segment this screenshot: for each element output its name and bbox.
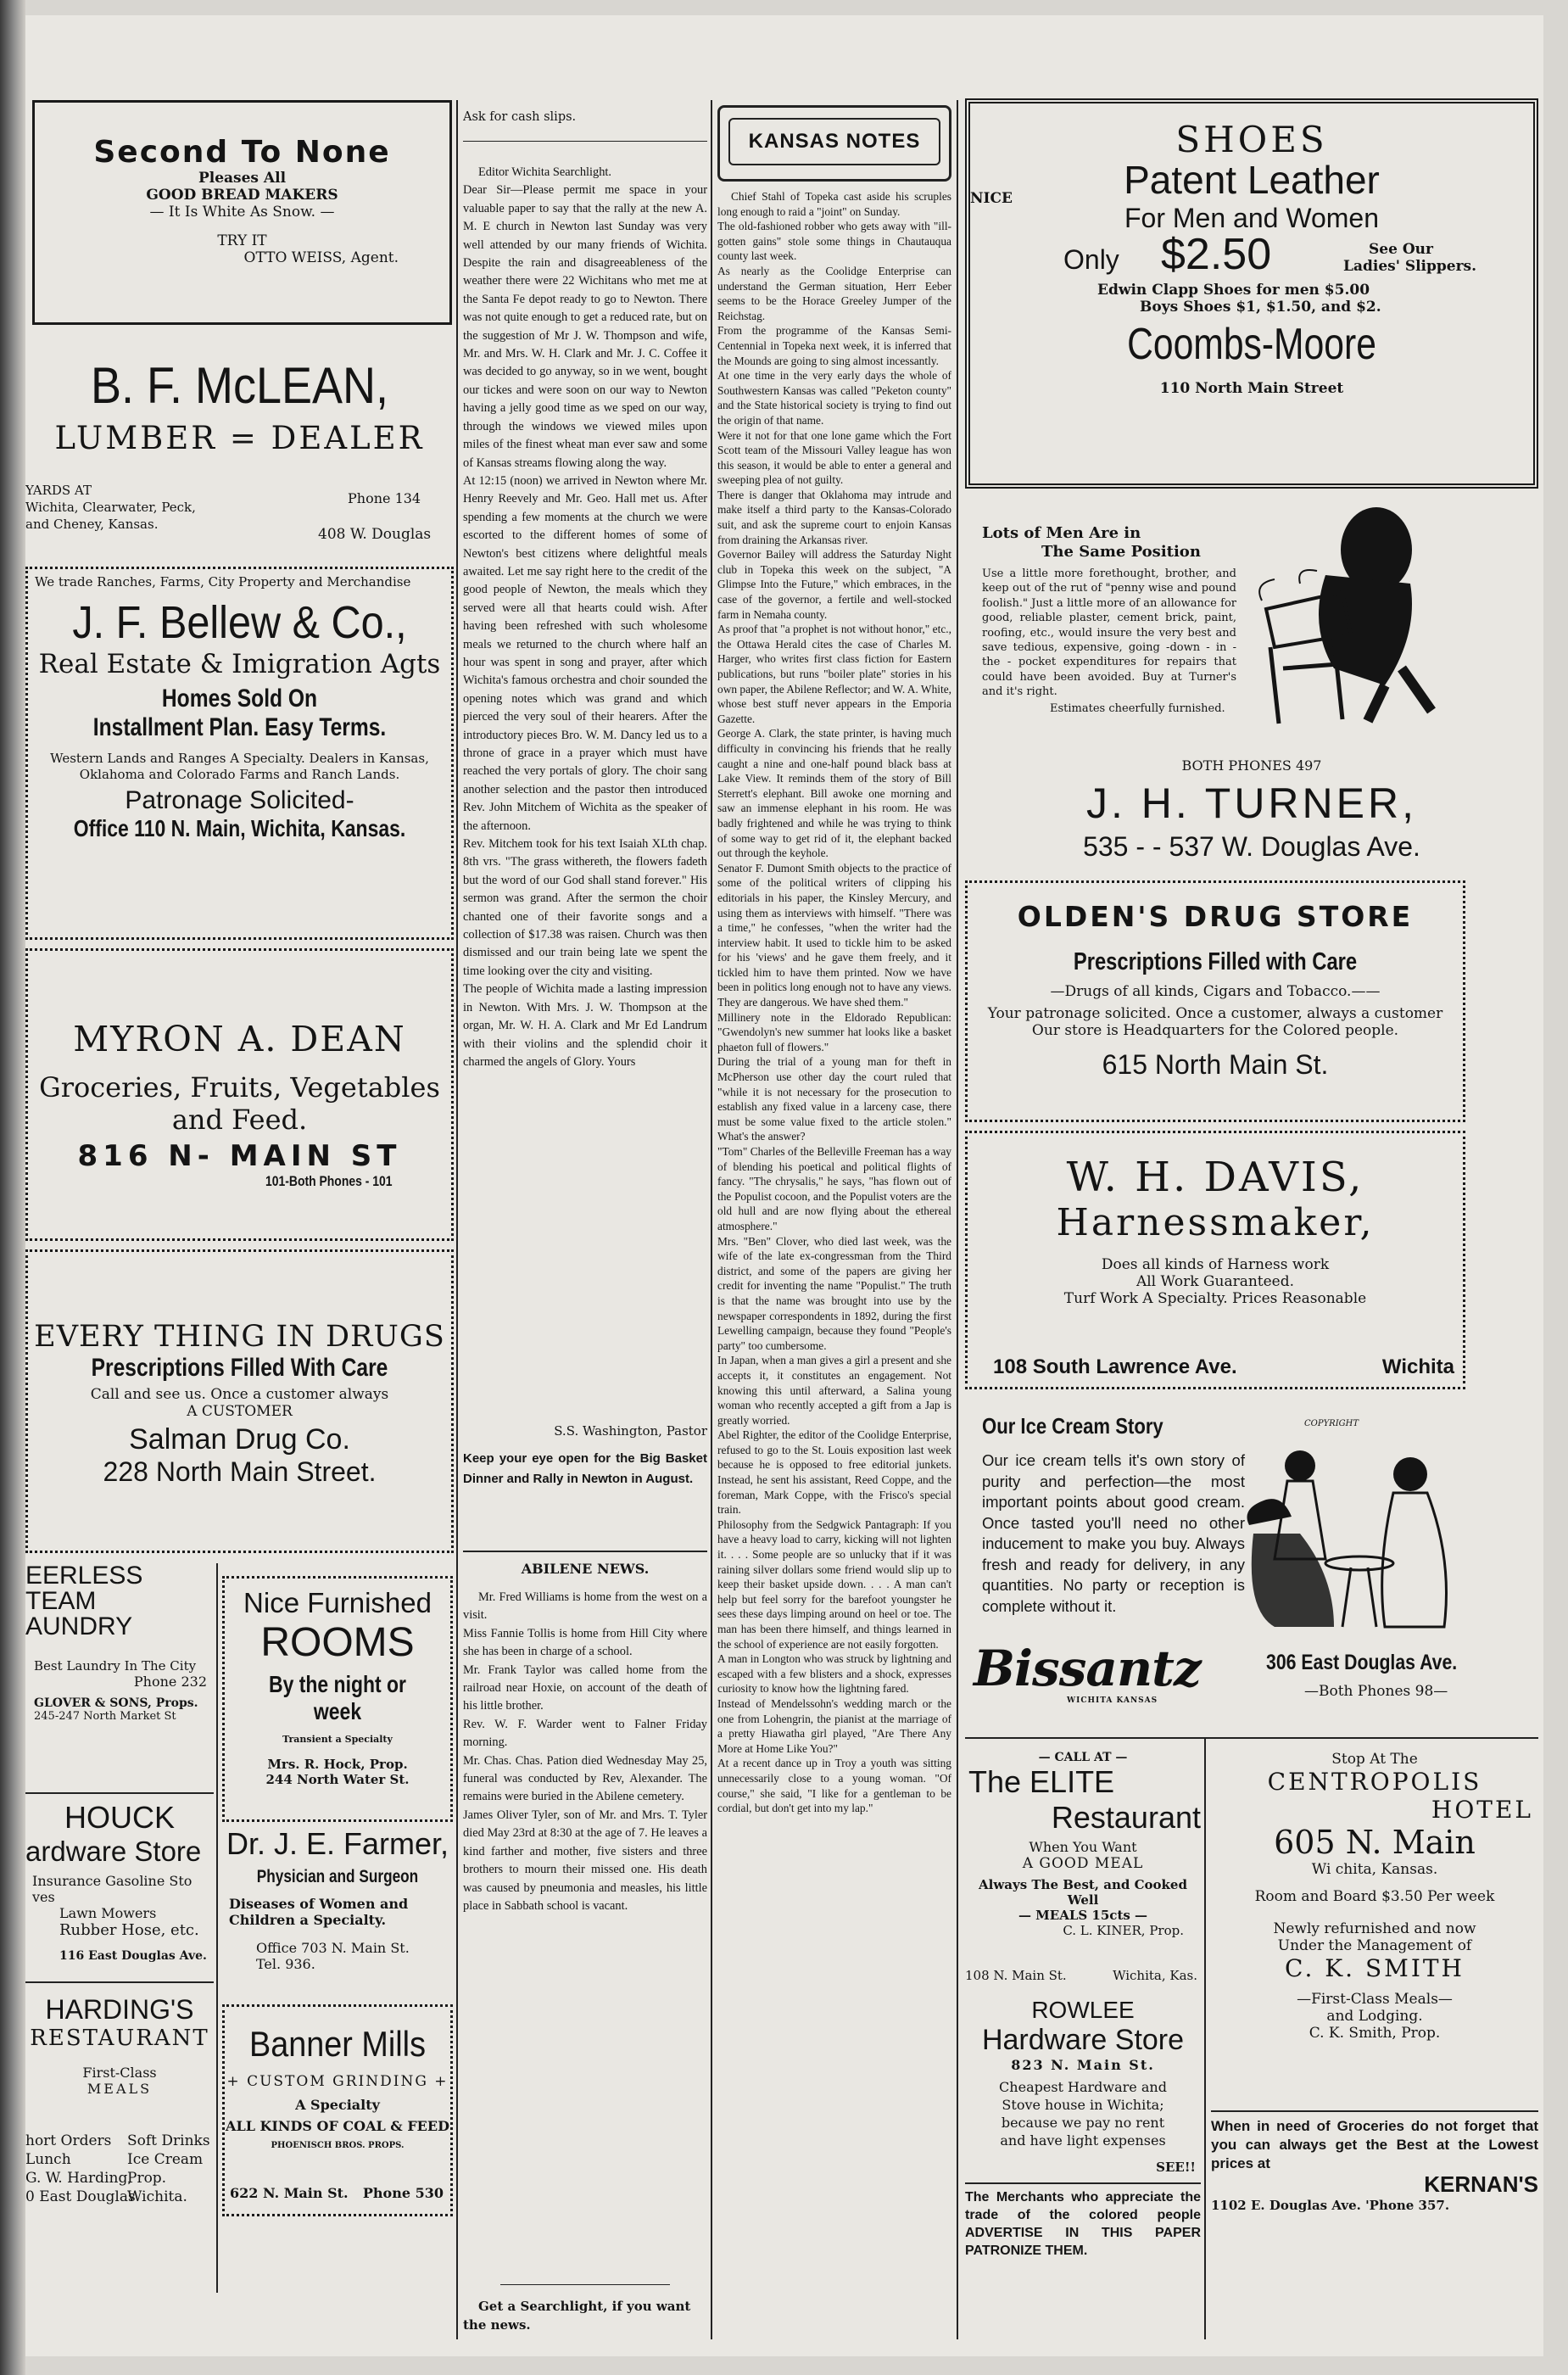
rooms-l6: 244 North Water St. (265, 1772, 410, 1787)
davis-name: W. H. DAVIS, (1066, 1154, 1364, 1201)
harding-l3: First-Class (82, 2065, 157, 2081)
centro-l9: —First-Class Meals— (1297, 1991, 1453, 2008)
bellew-homes: Homes Sold On (161, 685, 318, 712)
ad-line: GOOD BREAD MAKERS (146, 187, 338, 204)
shoes-patent: Patent Leather (1124, 158, 1380, 202)
shoes-see2: Ladies' Slippers. (1343, 258, 1477, 275)
rowlee-body: Cheapest Hardware and Stove house in Wichita; because we pay no rent and have light expenses (999, 2079, 1167, 2149)
davis-l1: Does all kinds of Harness work (1101, 1256, 1330, 1273)
laundry-ad (25, 1563, 214, 1792)
olden-l1: —Drugs of all kinds, Cigars and Tobacco.—— (1050, 983, 1381, 1000)
shoes-price: $2.50 (1161, 230, 1272, 279)
mclean-trade: LUMBER = DEALER (54, 420, 425, 456)
mclean-ad (25, 331, 454, 560)
bellew-ad (25, 567, 454, 940)
divider (500, 2284, 670, 2285)
mclean-name: B. F. McLEAN, (90, 357, 389, 414)
icecream-phones: —Both Phones 98— (1304, 1683, 1448, 1700)
turner-body: Use a little more forethought, brother, and keep out of the rut of "penny wise and pound foolish." Just a little more of an allowance for good, reliable plaster, cement brick, paint, roofing, etc., would insure the very best and save tedious, expensive, going -down - in - the - pocket expenditures for repairs that could have been avoided. Buy at Turner's and it's right. (982, 567, 1236, 699)
centro-l11: C. K. Smith, Prop. (1309, 2025, 1441, 2042)
rowlee-l3: 823 N. Main St. (1011, 2057, 1155, 2073)
houck-l3: Insurance Gasoline Sto ves (32, 1873, 193, 1905)
farmer-ad (222, 1826, 453, 1996)
banner-l1: + CUSTOM GRINDING + (226, 2073, 449, 2090)
ad-line: Pleases All (198, 170, 287, 187)
banner-l2: A Specialty (295, 2097, 380, 2113)
kernan-address: 1102 E. Douglas Ave. 'Phone 357. (1211, 2198, 1450, 2213)
turner-estimates: Estimates cheerfully furnished. (1050, 702, 1225, 715)
bellew-name: J. F. Bellew & Co., (72, 597, 407, 648)
turner-name: J. H. TURNER, (1086, 780, 1417, 827)
farmer-name: Dr. J. E. Farmer, (226, 1826, 449, 1861)
icecream-body: Our ice cream tells it's own story of purity and perfection—the most important points about good cream. Once tasted you'll need no other inducement to make you buy. Always fresh and ready for delivery, in any quantities. No party or reception is complete without it. (982, 1451, 1245, 1615)
elite-l6: — MEALS 15cts — (1018, 1908, 1148, 1923)
elite-restaurant-ad (965, 1746, 1201, 1992)
harding-ad (25, 1987, 214, 2233)
icecream-title: Our Ice Cream Story (982, 1413, 1163, 1439)
salman-l2: A CUSTOMER (187, 1403, 293, 1420)
column-rule (711, 100, 712, 2339)
bellew-plan: Installment Plan. Easy Terms. (92, 713, 387, 741)
icecream-copyright: COPYRIGHT (1304, 1419, 1359, 1428)
centro-l6: Newly refurnished and now (1273, 1920, 1476, 1937)
mclean-address: 408 W. Douglas (318, 526, 432, 543)
harding-l1: HARDING'S (45, 1994, 194, 2025)
mclean-yards: YARDS AT Wichita, Clearwater, Peck, and Cheney, Kansas. (25, 483, 196, 532)
davis-l3: Turf Work A Specialty. Prices Reasonable (1063, 1290, 1367, 1307)
farmer-tel: Tel. 936. (256, 1956, 315, 1972)
banner-l4: PHOENISCH BROS. PROPS. (271, 2141, 405, 2150)
rooms-l3: By the night or week (268, 1671, 406, 1724)
divider (25, 1792, 214, 1794)
bellew-office: Office 110 N. Main, Wichita, Kansas. (73, 815, 406, 841)
centro-stop: Stop At The (1331, 1751, 1418, 1768)
man-in-rut-illustration (1249, 499, 1453, 728)
farmer-l1: Diseases of Women and (229, 1896, 409, 1912)
houck-l2: ardware Store (25, 1836, 202, 1867)
rooms-l5: Mrs. R. Hock, Prop. (267, 1757, 408, 1772)
rooms-l4: Transient a Specialty (282, 1734, 393, 1745)
ad-line: — It Is White As Snow. — (149, 204, 335, 221)
turner-h1: Lots of Men Are in (982, 524, 1141, 542)
ice-cream-ad (965, 1398, 1538, 1733)
laundry-l2: TEAM (25, 1587, 97, 1615)
cash-slips-note: Ask for cash slips. (463, 110, 577, 124)
ad-agent: OTTO WEISS, Agent. (243, 249, 399, 266)
dean-l1: Groceries, Fruits, Vegetables (39, 1071, 440, 1104)
salman-headline: EVERY THING IN DRUGS (34, 1320, 445, 1354)
elite-l1: The ELITE (968, 1764, 1115, 1799)
shoes-title: SHOES (1175, 119, 1328, 160)
kansas-notes-header (717, 105, 951, 182)
divider (25, 1981, 214, 1983)
salman-address: 228 North Main Street. (103, 1456, 377, 1487)
centro-l5: Room and Board $3.50 Per week (1254, 1888, 1495, 1905)
farmer-title: Physician and Surgeon (256, 1867, 419, 1886)
kernan-grocery-ad (1211, 2117, 1538, 2261)
centropolis-hotel-ad (1211, 1746, 1538, 2085)
letter-signature: S.S. Washington, Pastor (554, 1423, 707, 1439)
davis-address: 108 South Lawrence Ave. (993, 1355, 1237, 1378)
centro-l3: 605 N. Main (1274, 1824, 1476, 1861)
houck-l5: Rubber Hose, etc. (59, 1921, 199, 1939)
ice-cream-illustration (1241, 1415, 1461, 1635)
laundry-best: Best Laundry In The City (34, 1658, 197, 1674)
turner-address: 535 - - 537 W. Douglas Ave. (1083, 831, 1420, 862)
banner-phone: Phone 530 (362, 2185, 444, 2201)
banner-address: 622 N. Main St. (230, 2185, 349, 2201)
houck-l4: Lawn Mowers (59, 1905, 157, 1921)
column-rule (957, 100, 958, 2339)
elite-l5: Always The Best, and Cooked Well (979, 1877, 1187, 1908)
harding-right: Soft Drinks Ice Cream Prop. Wichita. (127, 2132, 210, 2205)
divider (965, 1737, 1538, 1739)
houck-l1: HOUCK (64, 1800, 175, 1835)
rooms-l1: Nice Furnished (243, 1587, 432, 1618)
kansas-notes-title: KANSAS NOTES (748, 130, 921, 153)
shoes-see1: See Our (1369, 241, 1433, 258)
abilene-news: Mr. Fred Williams is home from the west on a visit. Miss Fannie Tollis is home from Hill City where she has been in charge of a school. Mr. Frank Taylor was called home from the railroad near Hoxie, on account of the death of his little brother. Rev. W. F. Warder went to Falner Friday morning. Mr. Chas. Chas. Pation died Wednesday May 25, funeral was conducted by Rev, Alexander. The remains were buried in the Abilene cemetery. James Oliver Tyler, son of Mr. and Mrs. T. Tyler died May 23rd at 8:30 at the age of 7. He leaves a kind farther and mother, five sisters and three brothers to mourn their missed one. His death was caused by pneumonia and measles, his little place in Sabbath school is vacant. (463, 1590, 707, 1913)
ad-title: Second To None (93, 135, 391, 170)
harding-l4: MEALS (86, 2081, 153, 2097)
turner-h2: The Same Position (1041, 543, 1201, 561)
laundry-l1: EERLESS (25, 1563, 143, 1590)
column-rule (456, 100, 458, 2339)
merchants-notice: The Merchants who appreciate the trade of the colored people ADVERTISE IN THIS PAPER PATRONIZE THEM. (965, 2190, 1201, 2258)
mclean-phone: Phone 134 (348, 490, 421, 506)
newton-letter: Editor Wichita Searchlight. Dear Sir—Please permit me space in your valuable paper to say that the rally at the new A. M. E church in Newton last Sunday was very well attended by our many friends of Wichita. Despite the rain and disagreeableness of the weather there were 22 Wichitans who met me at the Santa Fe depot ready to go to Newton. There was not quite enough to get a reduced rate, but on the suggestion of Mr J. W. Thompson and wife, Mr. and Mrs. W. H. Clark and Mr. J. C. Coffee it was decided to go anyway, so in we went, bought our tickes and were soon on our way to Newton having a jelly good time as we sped on our way, through the windows we viewed miles upon miles of the finest wheat man ever saw and some of Kansas streams flowing along the way. At 12:15 (noon) we arrived in Newton where Mr. Henry Reevely and Mr. Geo. Hall met us. After spending a few moments at the church we were escorted to the different homes of some of Newton's best citizens where delightful meals awaited. Let me say right here to the credit of the good people of Newton, the meals which they served were all that hearts could wish. After having been refreshed with such wholesome meals we returned to the church where half an hour was spent in song and prayer, after which Wichita's famous orchestra and choir sounded the opening notes which was grand and which pierced the very soul of their hearers. After the introductory pieces Bro. W. M. Dancy led us to a throne of grace in a prayer which must have reached the very portals of glory. The choir sang another selection and the pastor then introduced Rev. John Mitchem of Wichita as the speaker of the afternoon. Rev. Mitchem took for his text Isaiah XLth chap. 8th vrs. "The grass withereth, the flowers fadeth but the word of our God shall stand forever." His sermon was grand. After the sermon the choir chanted one of their favorite songs and a collection of $17.38 was raisen. Church was then dismissed and our train being late we spent the time looking over the city and visiting. The people of Wichita made a lasting impression in Newton. With Mrs. J. W. Thompson at the organ, Mr. W. H. A. Clark and Mr Ed Landrum with their violins and the splendid choir it charmed the angels of Glory. Yours (463, 165, 707, 1069)
houck-ad (25, 1797, 214, 1979)
column-rule (216, 1563, 218, 2293)
divider (965, 2182, 1201, 2184)
kernan-body: When in need of Groceries do not forget that you can always get the Best at the Lowest prices at (1211, 2118, 1538, 2171)
elite-l4: A GOOD MEAL (1022, 1855, 1144, 1872)
centro-l8: C. K. SMITH (1285, 1954, 1465, 1982)
bellew-small: Western Lands and Ranges A Specialty. Dealers in Kansas, Oklahoma and Colorado Farms and Ranch Lands. (50, 751, 429, 782)
olden-l3: Our store is Headquarters for the Colored people. (1031, 1022, 1399, 1039)
ad-line: TRY IT (217, 232, 267, 249)
davis-city: Wichita (1381, 1355, 1454, 1378)
second-to-none-ad (32, 100, 452, 325)
centro-l10: and Lodging. (1326, 2008, 1423, 2025)
rowlee-l2: Hardware Store (981, 2024, 1185, 2056)
salman-name: Salman Drug Co. (129, 1423, 350, 1456)
elite-l3: When You Want (1029, 1839, 1137, 1855)
column-rule (1204, 1737, 1206, 2339)
banner-name: Banner Mills (249, 2024, 426, 2064)
shoes-address: 110 North Main Street (1159, 380, 1344, 397)
farmer-l2: Children a Specialty. (229, 1912, 387, 1928)
rowlee-hardware-ad (965, 1992, 1201, 2182)
salman-sub: Prescriptions Filled With Care (91, 1354, 388, 1382)
divider (463, 1551, 707, 1552)
rooms-l2: ROOMS (260, 1620, 415, 1665)
olden-sub: Prescriptions Filled with Care (1073, 948, 1358, 975)
newspaper-page (25, 15, 1543, 2356)
harding-left: hort Orders Lunch G. W. Harding, 0 East Douglas (25, 2132, 136, 2205)
bissantz-logo: Bissantz (974, 1640, 1201, 1697)
davis-harness-ad (965, 1131, 1465, 1389)
searchlight-promo: Get a Searchlight, if you want the news. (463, 2299, 691, 2333)
divider (1211, 2110, 1538, 2112)
rowlee-see: SEE!! (1156, 2160, 1196, 2175)
kansas-notes-text: Chief Stahl of Topeka cast aside his scruples long enough to raid a "joint" on Sunday. The old-fashioned robber who gets away with "ill-gotten gains" stole some things in Chautauqua county last week. As nearly as the Coolidge Enterprise can understand the German situation, Herr Eeber seems to be the Horace Greeley Jumper of the Reichstag. From the programme of the Kansas Semi-Centennial in Topeka next week, it is inferred that the Mounds are going to sing almost incessantly. At one time in the very early days the whole of Southwestern Kansas was called "Peketon county" and the State historical society is trying to find out the origin of that name. Were it not for that one lone game which the Fort Scott team of the Missouri Valley league has won this season, it would be able to enter a general and sweeping plea of not guilty. There is danger that Oklahoma may intrude and make itself a third party to the Kansas-Colorado suit, and ask the supreme court to enjoin Kansas from draining the Arkansas river. Governor Bailey will address the Saturday Night club in Topeka this week on the subject, "A Glimpse Into the Future," which embraces, in the case of the governor, a fertile and well-stocked farm in Nemaha county. As proof that "a prophet is not without honor," etc., the Ottawa Herald cites the case of Charles M. Harger, who writes first class fiction for Eastern publications, but runs "boiler plate" stories in his own paper, the Abilene Reflector; and W. A. White, whose best stuff never appears in the Emporia Gazette. George A. Clark, the state printer, is having much difficulty in convincing his friends that he really caught a nine and one-half pound black bass at Lake View. It reminds them of the story of Bill Sterrett's elephant. Bill awoke one morning and saw an immense elephant in his room. He was badly frightened and while he was trying to think of some way to get rid of it, the elephant backed out through the keyhole. Senator F. Dumont Smith objects to the practice of some of the political writers of clipping his editorials in his paper, the Kinsley Mercury, and using them as interviews with himself. "There was a time," he confesses, "when the writer had the interview habit. It used to tickle him to be asked for his 'views' and he gave them freely, and it tickled him to have them printed. Now we have been in politics long enough not to have any views. They are dangerous. We have shed them." Millinery note in the Eldorado Republican: "Gwendolyn's new summer hat looks like a basket phaeton full of flowers." During the trial of a young man for theft in McPherson use other day the court ruled that "while it is not necessary for the prosecution to establish any fixed value in a larceny case, there must be some value fixed to the article stolen." What's the answer? "Tom" Charles of the Belleville Freeman has a way of blending his poetical and political flights of fancy. "The chrysalis," he says, "has flown out of the Populist cocoon, and the Populist voters are the old hull and are now flying about the ethereal atmosphere." Mrs. "Ben" Clover, who died last week, was the wife of the late ex-congressman from the Third district, and some of the papers are giving her credit for inventing the name "Populist." The truth is that the name was brought into use by the newspaper correspondents in 1892, during the first Lewelling campaign, because they found "People's party" too cumbersome. In Japan, when a man gives a girl a present and she accepts it, it constitutes an engagement. Not knowing this until afterward, a Salina young woman who recently accepted a gift from a Jap is greatly worried. Abel Righter, the editor of the Coolidge Enterprise, refused to go to the St. Louis exposition last week because he is opposed to free editorial junkets. Instead, he sent his assistant, Reed Coppe, and the foreman, Mark Coppe, with the Frisco's special train. Philosophy from the Sedgwick Pantagraph: If you have a heavy load to carry, kicking will not lighten it. . . . Some people are so unlucky that if it was raining silver dollars some friend would slip up to keep their basket upside down. . . . A man can't help but feel sorry for the barefoot youngster he sees these days limping around on heel or toe. The man has been there himself, and things learned in the school of experience are not easily forgotten. A man in Longton who was struck by lightning and escaped with a few blisters and a shock, expresses curiosity to know how the lightning fared. Instead of Mendelssohn's wedding march or the one from Lohengrin, the pianist at the marriage of a pretty Hiawatha girl played, "Are There Any More at Home Like You?" At a recent dance up in Troy a youth was sitting unnecessarily close to a young woman. "Of course," she said, "I like for a gentleman to be cordial, but don't get into my lap." (717, 190, 951, 1815)
banner-mills-ad (222, 2004, 453, 2216)
centro-l7: Under the Management of (1277, 1937, 1472, 1954)
divider (463, 141, 707, 142)
turner-ad (965, 499, 1538, 872)
shoes-store-name: Coombs-Moore (1127, 320, 1376, 369)
bellew-sub: Real Estate & Imigration Agts (38, 649, 441, 679)
elite-call: — CALL AT — (1038, 1751, 1128, 1764)
bissantz-logo-sub: WICHITA KANSAS (1067, 1696, 1158, 1705)
icecream-address: 306 East Douglas Ave. (1266, 1651, 1458, 1674)
davis-l2: All Work Guaranteed. (1136, 1273, 1295, 1290)
laundry-l3: AUNDRY (25, 1612, 133, 1640)
salman-l1: Call and see us. Once a customer always (90, 1386, 389, 1403)
centro-l4: Wi chita, Kansas. (1311, 1861, 1438, 1878)
kernan-name: KERNAN'S (1424, 2171, 1538, 2197)
laundry-address: 245-247 North Market St (34, 1710, 176, 1723)
elite-city: Wichita, Kas. (1113, 1968, 1197, 1983)
elite-l2: Restaurant (1051, 1800, 1201, 1835)
harding-l2: RESTAURANT (30, 2026, 209, 2051)
olden-drug-ad (965, 880, 1465, 1122)
davis-trade: Harnessmaker, (1056, 1201, 1375, 1244)
shoes-ad (965, 98, 1538, 489)
banner-l3: ALL KINDS OF COAL & FEED (226, 2118, 449, 2134)
houck-address: 116 East Douglas Ave. (59, 1949, 207, 1963)
olden-address: 615 North Main St. (1102, 1049, 1329, 1080)
abilene-headline: ABILENE NEWS. (521, 1561, 650, 1577)
farmer-office: Office 703 N. Main St. (256, 1940, 410, 1956)
bellew-patronage: Patronage Solicited- (125, 786, 354, 814)
shoes-only: Only (1063, 244, 1119, 275)
centro-l1: CENTROPOLIS (1267, 1768, 1482, 1796)
laundry-prop: GLOVER & SONS, Props. (34, 1696, 198, 1710)
dean-l2: and Feed. (171, 1104, 308, 1136)
laundry-phone: Phone 232 (133, 1674, 207, 1690)
dean-address: 816 N- MAIN ST (77, 1139, 402, 1173)
shoes-nice: NICE (970, 190, 1013, 207)
bellew-top: We trade Ranches, Farms, City Property and Merchandise (35, 574, 411, 590)
myron-dean-ad (25, 948, 454, 1241)
shoes-edwin: Edwin Clapp Shoes for men $5.00 (1097, 282, 1370, 299)
scan-edge (0, 0, 25, 2375)
olden-title: OLDEN'S DRUG STORE (1017, 900, 1414, 933)
dean-name: MYRON A. DEAN (73, 1019, 406, 1059)
turner-phones: BOTH PHONES 497 (1181, 757, 1322, 774)
elite-l7: C. L. KINER, Prop. (1063, 1923, 1184, 1938)
dean-phones: 101-Both Phones - 101 (265, 1173, 393, 1189)
rooms-ad (222, 1576, 453, 1822)
olden-l2: Your patronage solicited. Once a customer, always a customer (987, 1005, 1443, 1022)
centro-l2: HOTEL (1431, 1796, 1533, 1824)
shoes-for: For Men and Women (1124, 203, 1379, 233)
salman-drug-ad (25, 1249, 454, 1553)
shoes-boys: Boys Shoes $1, $1.50, and $2. (1140, 299, 1381, 316)
basket-dinner-note: Keep your eye open for the Big Basket Dinner and Rally in Newton in August. (463, 1451, 707, 1486)
elite-address: 108 N. Main St. (965, 1968, 1067, 1983)
rowlee-l1: ROWLEE (1031, 1997, 1135, 2023)
